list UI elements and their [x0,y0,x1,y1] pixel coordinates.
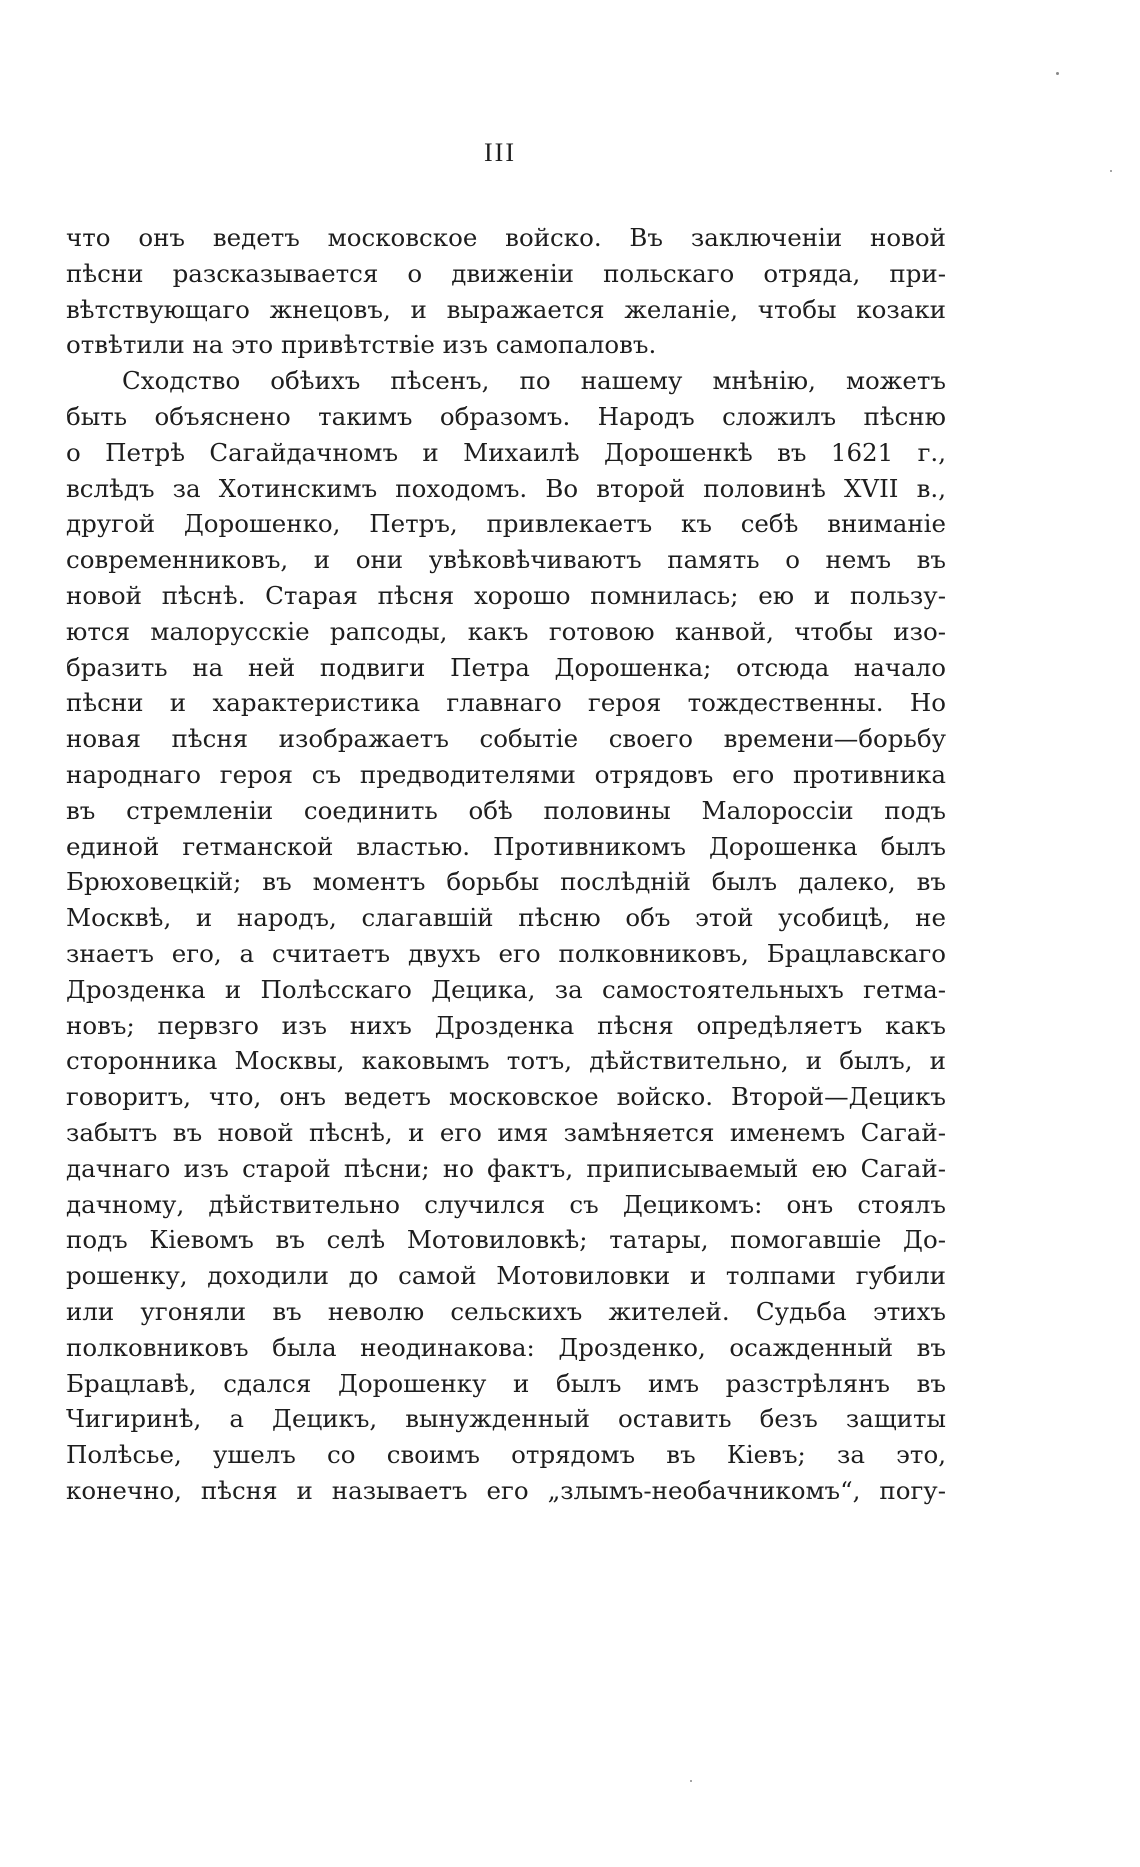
text-line: отвѣтили на это привѣтствіе изъ самопаловъ. [66,330,657,360]
text-line: ются малорусскіе рапсоды, какъ готовою канвой, чтобы изо- [66,616,946,646]
text-line: пѣсни разсказывается о движеніи польскаго отряда, при- [66,258,946,288]
text-line: вѣтствующаго жнецовъ, и выражается желаніе, чтобы козаки [66,294,946,324]
text-line: Брацлавѣ, сдался Дорошенку и былъ имъ разстрѣлянъ въ [66,1368,946,1398]
text-line: Полѣсье, ушелъ со своимъ отрядомъ въ Кіевъ; за это, [66,1440,946,1470]
text-line: быть объяснено такимъ образомъ. Народъ сложилъ пѣсню [66,401,946,431]
text-line: новъ; первзго изъ нихъ Дрозденка пѣсня опредѣляетъ какъ [66,1010,946,1040]
text-line: говоритъ, что, онъ ведетъ московское войско. Второй—Децикъ [66,1082,946,1112]
page-number: III [484,138,516,167]
text-line: сторонника Москвы, каковымъ тотъ, дѣйствительно, и былъ, и [66,1046,946,1076]
text-line: новой пѣснѣ. Старая пѣсня хорошо помнилась; ею и пользу- [66,580,946,610]
body-text [66,220,946,1509]
text-line: конечно, пѣсня и называетъ его „злымъ-необачникомъ“, погу- [66,1475,946,1505]
text-line: Чигиринѣ, а Децикъ, вынужденный оставить безъ защиты [66,1404,946,1434]
text-line: забытъ въ новой пѣснѣ, и его имя замѣняется именемъ Сагай- [66,1117,946,1147]
text-line: или угоняли въ неволю сельскихъ жителей. Судьба этихъ [66,1296,946,1326]
text-line: пѣсни и характеристика главнаго героя тождественны. Но [66,688,946,718]
text-line: что онъ ведетъ московское войско. Въ заключеніи новой [66,223,946,252]
text-line: Брюховецкій; въ моментъ борьбы послѣдній былъ далеко, въ [66,867,946,897]
text-line: подъ Кіевомъ въ селѣ Мотовиловкѣ; татары, помогавшіе До- [66,1225,946,1255]
paragraph-2 [66,363,946,1509]
text-line: вслѣдъ за Хотинскимъ походомъ. Во второй половинѣ XVII в., [66,473,946,503]
text-line: новая пѣсня изображаетъ событіе своего времени—борьбу [66,724,946,754]
text-line: Москвѣ, и народъ, слагавшій пѣсню объ этой усобицѣ, не [66,903,946,933]
paragraph-1 [66,220,946,363]
scan-speck [1056,72,1059,75]
text-line: въ стремленіи соединить обѣ половины Малороссіи подъ [66,795,946,825]
text-line: Дрозденка и Полѣсскаго Децика, за самостоятельныхъ гетма- [66,974,946,1004]
text-line: дачному, дѣйствительно случился съ Децикомъ: онъ стоялъ [66,1189,946,1219]
text-line: рошенку, доходили до самой Мотовиловки и толпами губили [66,1261,946,1291]
text-line: дачнаго изъ старой пѣсни; но фактъ, приписываемый ею Сагай- [66,1153,946,1183]
text-line: бразить на ней подвиги Петра Дорошенка; отсюда начало [66,652,946,682]
text-line: о Петрѣ Сагайдачномъ и Михаилѣ Дорошенкѣ въ 1621 г., [66,437,946,467]
scan-speck [1110,170,1112,172]
scan-speck [690,1780,692,1782]
text-line: другой Дорошенко, Петръ, привлекаетъ къ себѣ вниманіе [66,509,946,539]
text-line: современниковъ, и они увѣковѣчиваютъ память о немъ въ [66,545,946,575]
text-line: Сходство обѣихъ пѣсенъ, по нашему мнѣнію, можетъ [122,366,946,396]
text-line: знаетъ его, а считаетъ двухъ его полковниковъ, Брацлавскаго [66,938,946,968]
text-line: народнаго героя съ предводителями отрядовъ его противника [66,759,946,789]
text-line: полковниковъ была неодинакова: Дрозденко, осажденный въ [66,1332,946,1362]
text-line: единой гетманской властью. Противникомъ Дорошенка былъ [66,831,946,861]
